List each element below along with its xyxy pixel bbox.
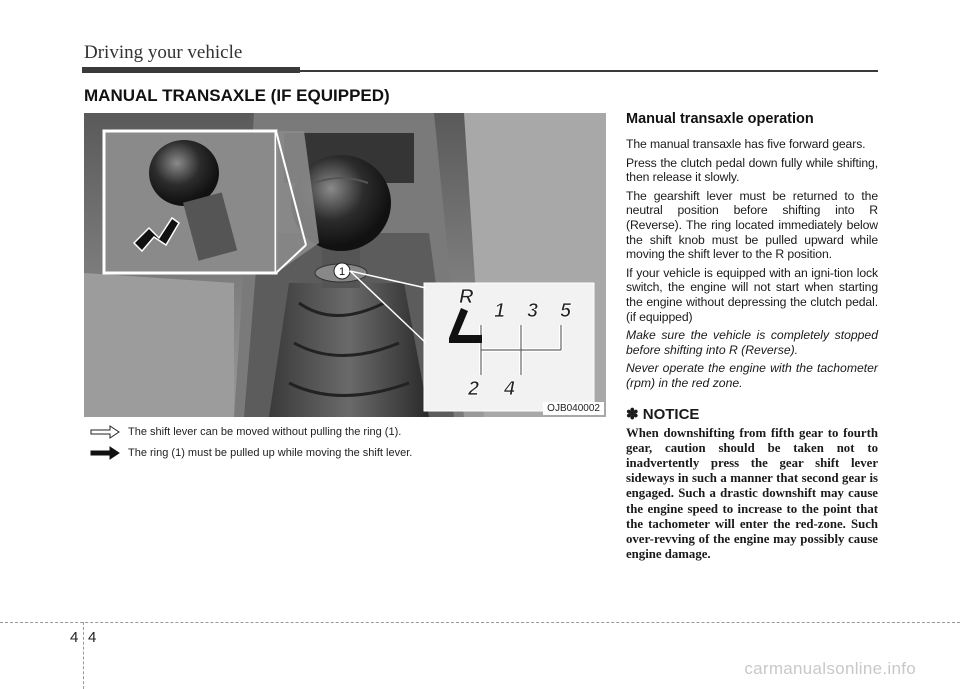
outline-arrow-icon <box>90 425 120 439</box>
italic-note: Never operate the engine with the tachometer (rpm) in the red zone. <box>626 361 878 390</box>
notice-text: When downshifting from fifth gear to fourth gear, caution should be taken not to inadvertently press the gear shift lever sideways in such a manner that second gear is engaged. Such a drastic downshift may cause the engine speed to increase to the point that the tachometer will enter the red-zone. Such over-revving of the engine may possibly cause engine damage. <box>626 425 878 562</box>
gear-1-label: 1 <box>494 300 506 322</box>
gear-reverse-label: R <box>459 286 474 308</box>
footer-rule <box>0 622 960 623</box>
gearshift-photo <box>84 113 606 417</box>
footer-divider <box>83 622 84 689</box>
caption-text-2: The ring (1) must be pulled up while moving the shift lever. <box>128 447 413 459</box>
paragraph: The gearshift lever must be returned to the neutral position before shifting into R (Reverse). The ring located immediately below the shift knob must be pulled upward while moving the shift lever to the R position. <box>626 188 878 262</box>
gear-2-label: 2 <box>468 378 480 400</box>
chapter-number: 4 <box>70 629 79 646</box>
paragraph: If your vehicle is equipped with an igni-tion lock switch, the engine will not start when starting the engine without depressing the clutch pedal. (if equipped) <box>626 265 878 324</box>
chapter-title: Driving your vehicle <box>84 42 243 63</box>
caption-solid-arrow <box>90 446 412 460</box>
caption-outline-arrow <box>90 425 401 439</box>
page-number: 4 <box>88 629 97 646</box>
gear-5-label: 5 <box>560 300 572 322</box>
paragraph: The manual transaxle has five forward gears. <box>626 137 866 151</box>
italic-note: Make sure the vehicle is completely stopped before shifting into R (Reverse). <box>626 328 878 357</box>
subsection-heading: Manual transaxle operation <box>626 111 814 127</box>
section-title: MANUAL TRANSAXLE (IF EQUIPPED) <box>84 86 390 105</box>
text-column <box>626 108 878 562</box>
paragraph: Press the clutch pedal down fully while shifting, then release it slowly. <box>626 155 878 185</box>
caption-text-1: The shift lever can be moved without pulling the ring (1). <box>128 426 402 438</box>
solid-arrow-icon <box>90 446 120 460</box>
gear-4-label: 4 <box>504 378 516 400</box>
header-rule <box>300 70 878 72</box>
watermark: carmanualsonline.info <box>744 659 916 678</box>
image-code: OJB040002 <box>543 402 604 415</box>
callout-number: 1 <box>338 266 346 278</box>
header-bar <box>82 67 300 73</box>
notice-title: ✽ NOTICE <box>626 405 700 423</box>
gear-3-label: 3 <box>527 300 539 322</box>
